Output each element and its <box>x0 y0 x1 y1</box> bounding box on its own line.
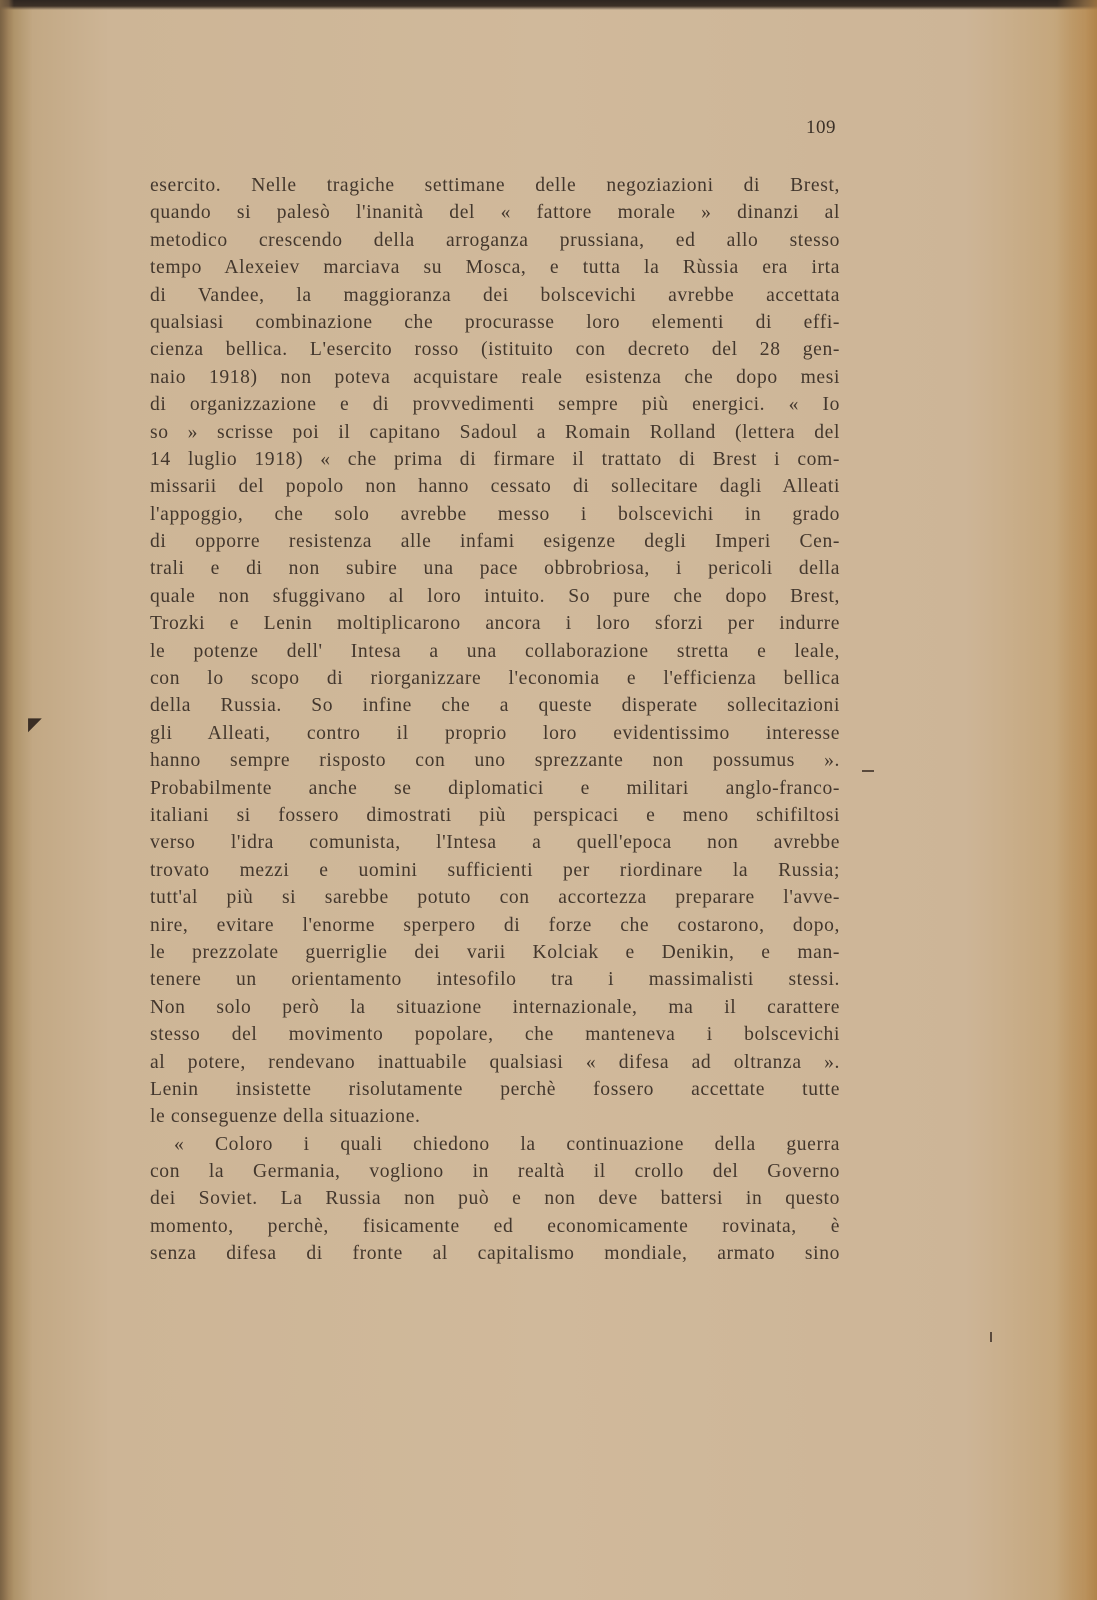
text-line: gli Alleati, contro il proprio loro evidentissimo interesse <box>150 722 840 744</box>
text-line: qualsiasi combinazione che procurasse loro elementi di effi- <box>150 311 840 333</box>
text-line: italiani si fossero dimostrati più perspicaci e meno schifiltosi <box>150 804 840 826</box>
text-line: Non solo però la situazione internazionale, ma il carattere <box>150 996 840 1018</box>
text-line: della Russia. So infine che a queste disperate sollecitazioni <box>150 695 840 717</box>
text-line: hanno sempre risposto con uno sprezzante non possumus ». <box>150 750 840 772</box>
page-top-edge <box>0 0 1097 10</box>
page-edge-stain <box>1057 0 1097 1600</box>
text-line: missarii del popolo non hanno cessato di sollecitare dagli Alleati <box>150 476 840 498</box>
text-line: naio 1918) non poteva acquistare reale esistenza che dopo mesi <box>150 366 840 388</box>
margin-dash <box>862 770 874 772</box>
text-line: stesso del movimento popolare, che manteneva i bolscevichi <box>150 1024 840 1046</box>
text-line: di opporre resistenza alle infami esigenze degli Imperi Cen- <box>150 531 840 553</box>
text-line: tempo Alexeiev marciava su Mosca, e tutta la Rùssia era irta <box>150 257 840 279</box>
text-line: al potere, rendevano inattuabile qualsiasi « difesa ad oltranza ». <box>150 1051 840 1073</box>
text-line: cienza bellica. L'esercito rosso (istituito con decreto del 28 gen- <box>150 339 840 361</box>
text-line: con la Germania, vogliono in realtà il crollo del Governo <box>150 1161 840 1183</box>
text-line: dei Soviet. La Russia non può e non deve battersi in questo <box>150 1188 840 1210</box>
text-line: trali e di non subire una pace obbrobriosa, i pericoli della <box>150 558 840 580</box>
text-line: quale non sfuggivano al loro intuito. So pure che dopo Brest, <box>150 585 840 607</box>
text-line: Lenin insistette risolutamente perchè fossero accettate tutte <box>150 1078 840 1100</box>
margin-tick <box>990 1332 992 1342</box>
text-line: Probabilmente anche se diplomatici e militari anglo-franco- <box>150 777 840 799</box>
text-line: senza difesa di fronte al capitalismo mondiale, armato sino <box>150 1243 840 1265</box>
text-line: tutt'al più si sarebbe potuto con accortezza preparare l'avve- <box>150 887 840 909</box>
text-line: di Vandee, la maggioranza dei bolscevichi avrebbe accettata <box>150 284 840 306</box>
text-line: so » scrisse poi il capitano Sadoul a Romain Rolland (lettera del <box>150 421 840 443</box>
body-text <box>150 172 840 1268</box>
page-number: 109 <box>806 117 836 138</box>
text-line: le conseguenze della situazione. <box>150 1106 421 1128</box>
text-line: metodico crescendo della arroganza prussiana, ed allo stesso <box>150 229 840 251</box>
text-line: trovato mezzi e uomini sufficienti per riordinare la Russia; <box>150 859 840 881</box>
binding-shadow <box>0 0 14 1600</box>
text-line: esercito. Nelle tragiche settimane delle negoziazioni di Brest, <box>150 175 840 196</box>
text-line: le prezzolate guerriglie dei varii Kolciak e Denikin, e man- <box>150 941 840 963</box>
text-line: momento, perchè, fisicamente ed economicamente rovinata, è <box>150 1215 840 1237</box>
text-line: di organizzazione e di provvedimenti sempre più energici. « Io <box>150 394 840 416</box>
text-line: tenere un orientamento intesofilo tra i massimalisti stessi. <box>150 969 840 991</box>
text-line: le potenze dell' Intesa a una collaborazione stretta e leale, <box>150 640 840 662</box>
text-line: con lo scopo di riorganizzare l'economia e l'efficienza bellica <box>150 668 840 690</box>
text-line: 14 luglio 1918) « che prima di firmare il trattato di Brest i com- <box>150 448 840 470</box>
margin-mark-icon: ◤ <box>28 714 42 735</box>
text-line: quando si palesò l'inanità del « fattore morale » dinanzi al <box>150 202 840 224</box>
text-line: « Coloro i quali chiedono la continuazione della guerra <box>174 1133 840 1155</box>
text-line: Trozki e Lenin moltiplicarono ancora i loro sforzi per indurre <box>150 613 840 635</box>
text-line: verso l'idra comunista, l'Intesa a quell'epoca non avrebbe <box>150 832 840 854</box>
text-line: nire, evitare l'enorme sperpero di forze che costarono, dopo, <box>150 914 840 936</box>
text-line: l'appoggio, che solo avrebbe messo i bolscevichi in grado <box>150 503 840 525</box>
